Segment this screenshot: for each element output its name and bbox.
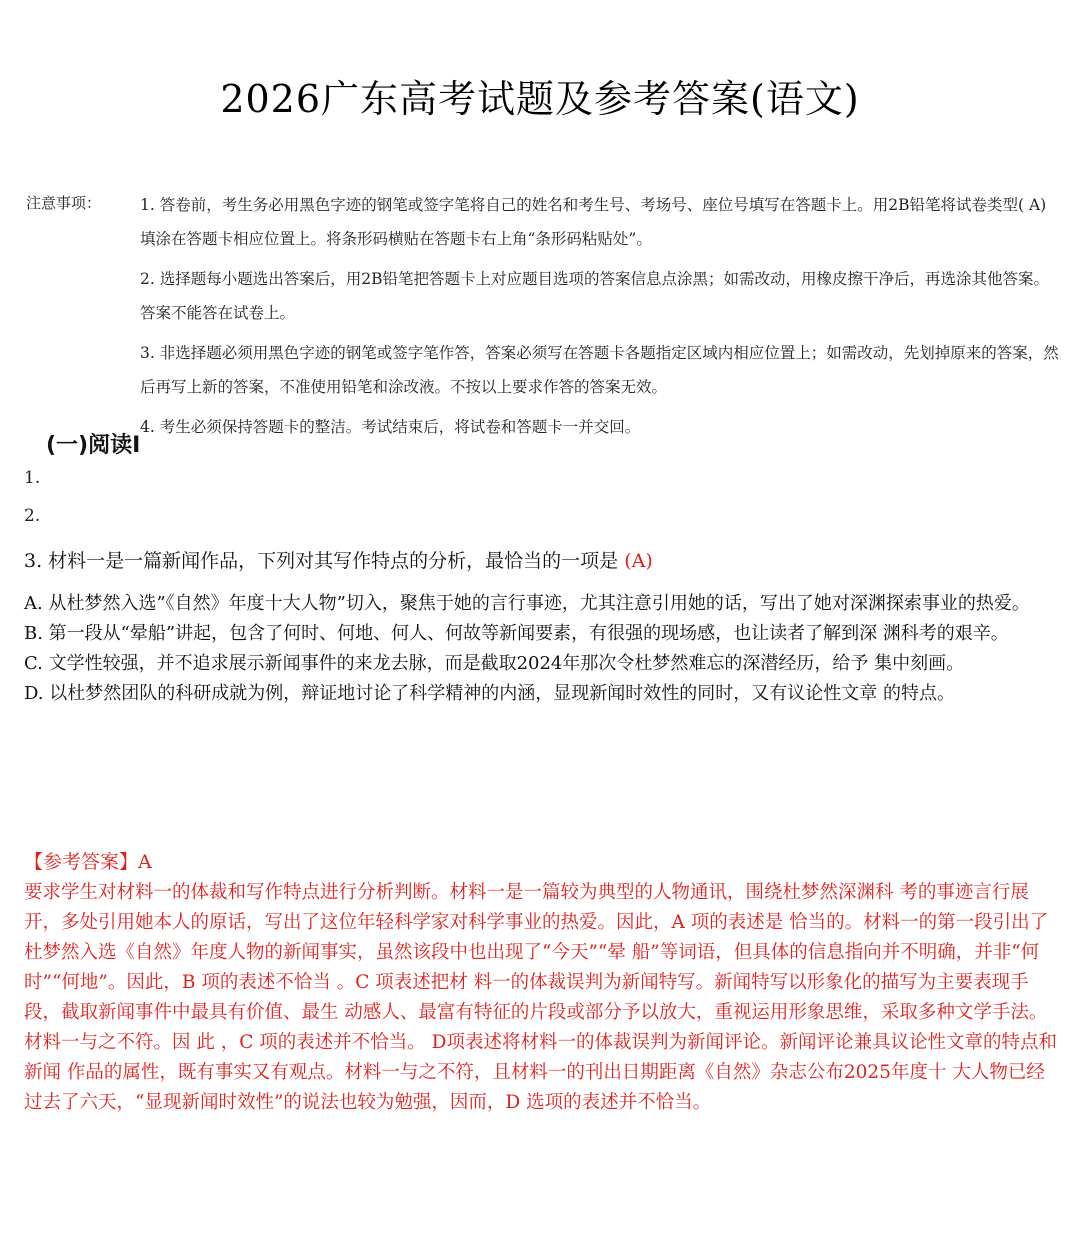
note-item: 3. 非选择题必须用黑色字迹的钢笔或签字笔作答，答案必须写在答题卡各题指定区域内相应位置上；如需改动，先划掉原来的答案，然后再写上新的答案，不准使用铅笔和涂改液。不按以上要求作答的答案无效。	[140, 344, 1059, 396]
question-3-text: 3. 材料一是一篇新闻作品，下列对其写作特点的分析，最恰当的一项是	[24, 550, 625, 572]
option-d: D. 以杜梦然团队的科研成就为例，辩证地讨论了科学精神的内涵，显现新闻时效性的同时，又有议论性文章 的特点。	[24, 683, 955, 704]
reference-answer-explanation: 要求学生对材料一的体裁和写作特点进行分析判断。材料一是一篇较为典型的人物通讯，围绕杜梦然深渊科 考的事迹言行展开，多处引用她本人的原话，写出了这位年轻科学家对科学事业的热爱。因此，A 项的表述是 恰当的。材料一的第一段引出了杜梦然入选《自然》年度人物的新闻事实，虽然该段中也出现了“今天”“晕 船”等词语，但具体的信息指向并不明确，并非“何时”“何地”。因此，B 项的表述不恰当 。C 项表述把材 料一的体裁误判为新闻特写。新闻特写以形象化的描写为主要表现手段，截取新闻事件中最具有价值、最生 动感人、最富有特征的片段或部分予以放大，重视运用形象思维，采取多种文学手法。材料一与之不符。因 此 ，C 项的表述并不恰当。 D项表述将材料一的体裁误判为新闻评论。新闻评论兼具议论性文章的特点和新闻 作品的属性，既有事实又有观点。材料一与之不符，且材料一的刊出日期距离《自然》杂志公布2025年度十 大人物已经过去了六天，“显现新闻时效性”的说法也较为勉强，因而，D 选项的表述并不恰当。	[24, 882, 1058, 1113]
note-item: 4. 考生必须保持答题卡的整洁。考试结束后，将试卷和答题卡一并交回。	[140, 418, 641, 436]
option-a: A. 从杜梦然入选”《自然》年度十大人物”切入，聚焦于她的言行事迹，尤其注意引用她的话，写出了她对深渊探索事业的热爱。	[24, 593, 1030, 614]
question-1-number: 1.	[24, 468, 41, 488]
question-3-marked-answer: (A)	[624, 550, 653, 572]
option-b: B. 第一段从“晕船”讲起，包含了何时、何地、何人、何故等新闻要素，有很强的现场感，也让读者了解到深 渊科考的艰辛。	[24, 623, 1009, 644]
section-heading: (一)阅读I	[46, 433, 141, 458]
notes-list	[140, 188, 1060, 450]
document-title: 2026广东高考试题及参考答案(语文)	[220, 77, 860, 121]
question-3-stem	[24, 546, 653, 573]
question-2-number: 2.	[24, 506, 41, 526]
option-c: C. 文学性较强，并不追求展示新闻事件的来龙去脉，而是截取2024年那次令杜梦然难忘的深潜经历，给予 集中刻画。	[24, 653, 965, 674]
question-3-options	[24, 590, 1060, 710]
reference-answer-title: 【参考答案】A	[24, 851, 152, 873]
note-item: 2. 选择题每小题选出答案后，用2B铅笔把答题卡上对应题目选项的答案信息点涂黑；如需改动，用橡皮擦干净后，再选涂其他答案。答案不能答在试卷上。	[140, 270, 1049, 322]
notes-label: 注意事项：	[26, 194, 102, 212]
note-item: 1. 答卷前，考生务必用黑色字迹的钢笔或签字笔将自己的姓名和考生号、考场号、座位号填写在答题卡上。用2B铅笔将试卷类型( A) 填涂在答题卡相应位置上。将条形码横贴在答题卡右上角“条形码粘贴处”。	[140, 196, 1047, 248]
reference-answer	[24, 848, 1060, 1118]
